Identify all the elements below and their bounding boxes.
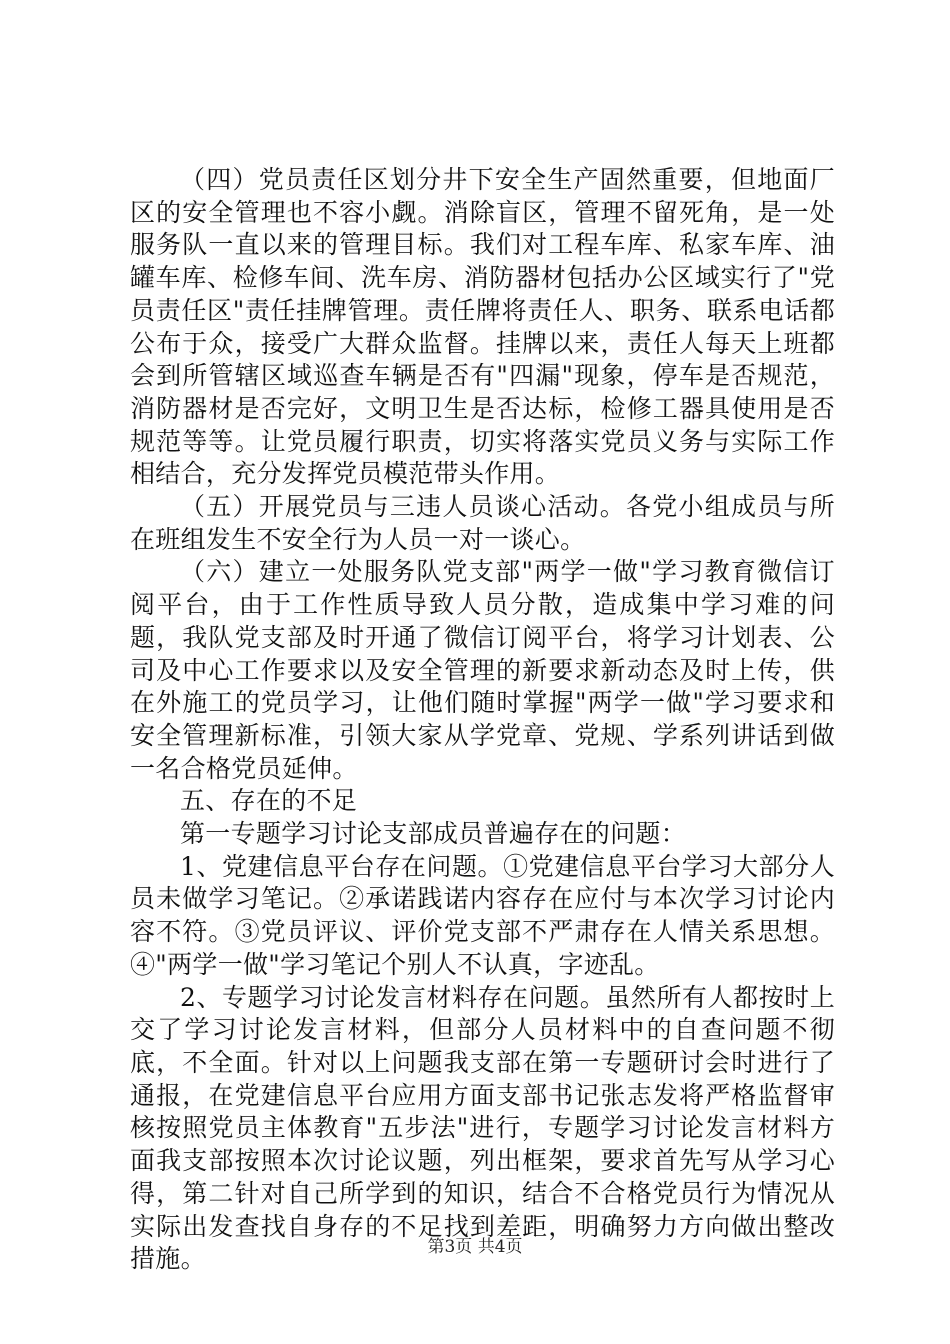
paragraph-section-five: （五）开展党员与三违人员谈心活动。各党小组成员与所在班组发生不安全行为人员一对一谈心。 [130, 492, 835, 554]
paragraph-first-topic: 第一专题学习讨论支部成员普遍存在的问题： [180, 819, 687, 849]
paragraph-section-four: （四）党员责任区划分井下安全生产固然重要，但地面厂区的安全管理也不容小觑。消除盲区，管理不留死角，是一处服务队一直以来的管理目标。我们对工程车库、私家车库、油罐车库、检修车间、洗车房、消防器材包括办公区域实行了"党员责任区"责任挂牌管理。责任牌将责任人、职务、联系电话都公布于众，接受广大群众监督。挂牌以来，责任人每天上班都会到所管辖区域巡查车辆是否有"四漏"现象，停车是否规范，消防器材是否完好，文明卫生是否达标，检修工器具使用是否规范等等。让党员履行职责，切实将落实党员义务与实际工作相结合，充分发挥党员模范带头作用。 [130, 165, 835, 489]
paragraph-section-six: （六）建立一处服务队党支部"两学一做"学习教育微信订阅平台，由于工作性质导致人员分散，造成集中学习难的问题，我队党支部及时开通了微信订阅平台，将学习计划表、公司及中心工作要求以及安全管理的新要求新动态及时上传，供在外施工的党员学习，让他们随时掌握"两学一做"学习要求和安全管理新标准，引领大家从学党章、党规、学系列讲话到做一名合格党员延伸。 [130, 557, 835, 783]
heading-shortcomings: 五、存在的不足 [180, 786, 358, 816]
page-number-footer: 第3页 共4页 [427, 1237, 523, 1257]
document-body [130, 164, 835, 1276]
paragraph-issue-two: 2、专题学习讨论发言材料存在问题。虽然所有人都按时上交了学习讨论发言材料，但部分人员材料中的自查问题不彻底，不全面。针对以上问题我支部在第一专题研讨会时进行了通报，在党建信息平台应用方面支部书记张志发将严格监督审核按照党员主体教育"五步法"进行，专题学习讨论发言材料方面我支部按照本次讨论议题，列出框架，要求首先写从学习心得，第二针对自己所学到的知识，结合不合格党员行为情况从实际出发查找自身存的不足找到差距，明确努力方向做出整改措施。 [130, 982, 835, 1274]
paragraph-issue-one: 1、党建信息平台存在问题。①党建信息平台学习大部分人员未做学习笔记。②承诺践诺内容存在应付与本次学习讨论内容不符。③党员评议、评价党支部不严肃存在人情关系思想。④"两学一做"学习笔记个别人不认真，字迹乱。 [130, 851, 835, 979]
